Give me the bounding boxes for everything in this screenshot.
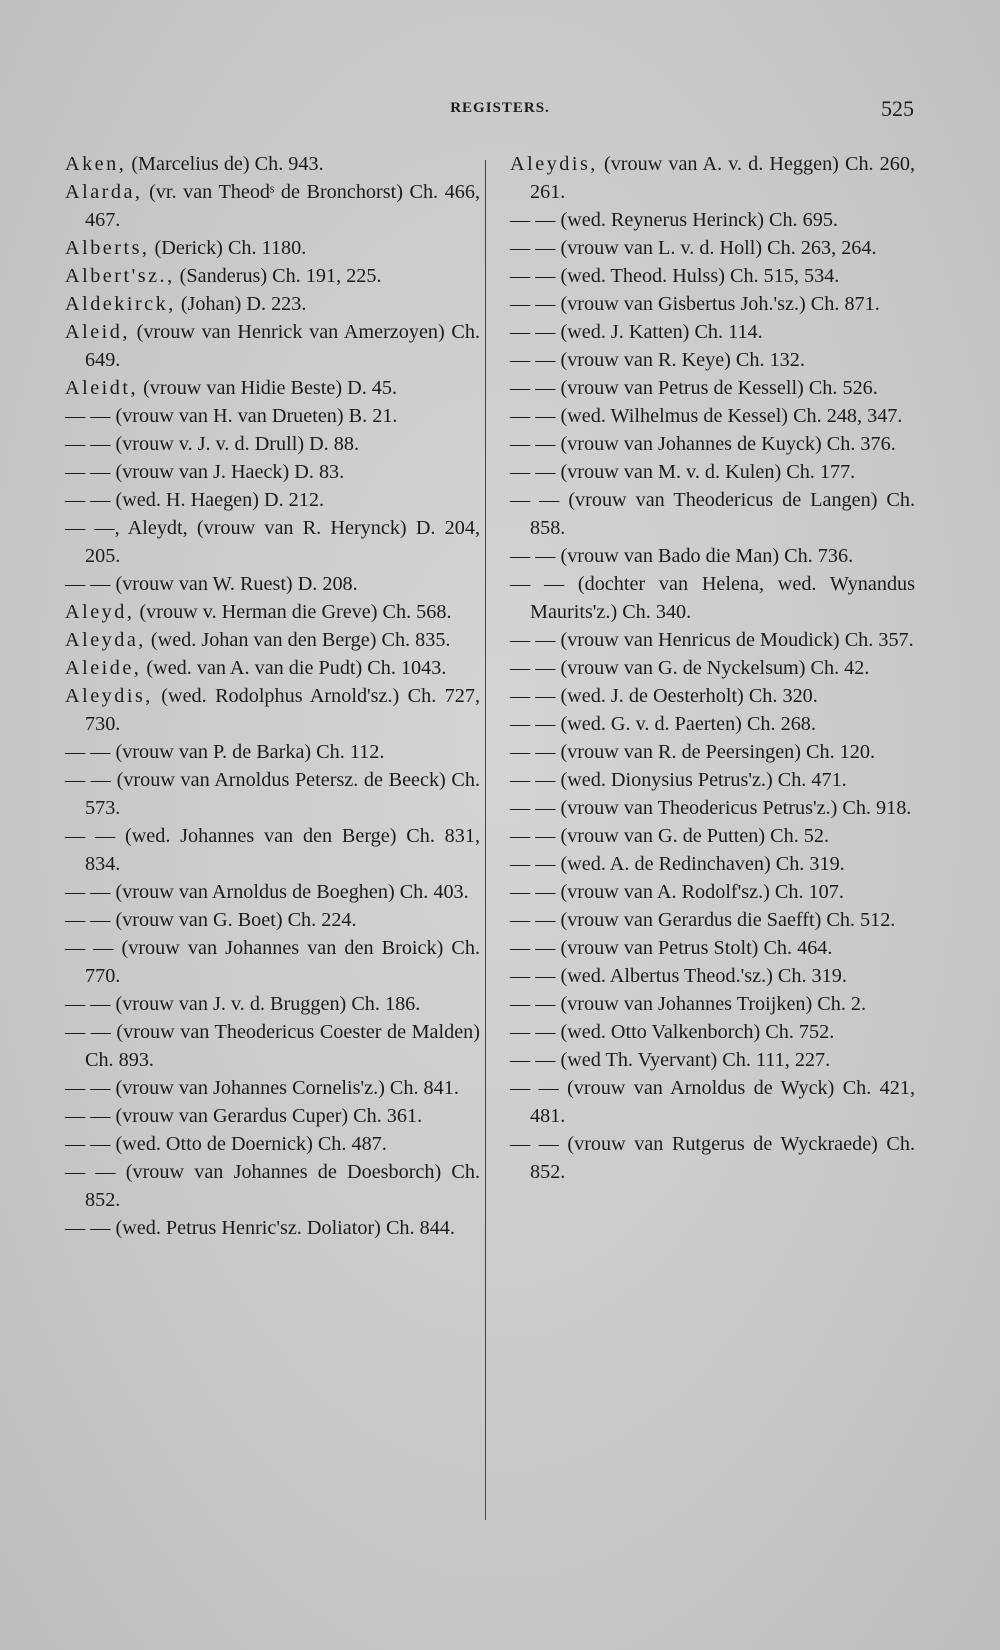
entry-text: — — (vrouw van G. Boet) Ch. 224. <box>65 909 357 931</box>
register-entry <box>510 654 915 682</box>
running-header: REGISTERS. <box>450 100 550 116</box>
entry-text: — — (vrouw van J. Haeck) D. 83. <box>65 461 345 483</box>
register-entry <box>65 934 480 990</box>
entry-text: (vrouw van Hidie Beste) D. 45. <box>143 377 398 399</box>
entry-text: — — (vrouw van Arnoldus Petersz. de Beeck) Ch. 573. <box>65 769 480 819</box>
register-entry <box>65 234 480 262</box>
entry-text: — — (vrouw van Theodericus Coester de Malden) Ch. 893. <box>65 1021 480 1071</box>
entry-text: — — (vrouw van G. de Putten) Ch. 52. <box>510 825 830 847</box>
entry-text: — — (vrouw van Gerardus Cuper) Ch. 361. <box>65 1105 423 1127</box>
register-entry <box>510 934 915 962</box>
entry-text: — — (vrouw v. J. v. d. Drull) D. 88. <box>65 433 359 455</box>
entry-text: — —, Aleydt, (vrouw van R. Herynck) D. 204, 205. <box>65 517 480 567</box>
register-entry <box>65 682 480 738</box>
register-entry <box>510 822 915 850</box>
left-column <box>65 150 480 1242</box>
register-entry <box>65 570 480 598</box>
entry-text: (wed. van A. van die Pudt) Ch. 1043. <box>146 657 447 679</box>
register-entry <box>510 710 915 738</box>
entry-text: (Derick) Ch. 1180. <box>154 237 307 259</box>
entry-text: — — (wed. Albertus Theod.'sz.) Ch. 319. <box>510 965 847 987</box>
entry-name: Aken, <box>65 153 127 175</box>
entry-text: — — (wed. J. de Oesterholt) Ch. 320. <box>510 685 818 707</box>
entry-text: — — (vrouw van Arnoldus de Wyck) Ch. 421, 481. <box>510 1077 915 1127</box>
entry-text: — — (wed. A. de Redinchaven) Ch. 319. <box>510 853 845 875</box>
entry-text: — — (vrouw van H. van Drueten) B. 21. <box>65 405 398 427</box>
entry-text: (wed. Johan van den Berge) Ch. 835. <box>150 629 451 651</box>
register-entry <box>65 990 480 1018</box>
register-entry <box>65 402 480 430</box>
register-entry <box>510 374 915 402</box>
register-entry <box>510 990 915 1018</box>
entry-text: — — (wed. J. Katten) Ch. 114. <box>510 321 763 343</box>
register-entry <box>65 514 480 570</box>
register-entry <box>65 486 480 514</box>
register-entry <box>65 1074 480 1102</box>
entry-text: — — (vrouw van Gisbertus Joh.'sz.) Ch. 871. <box>510 293 880 315</box>
register-entry <box>510 850 915 878</box>
entry-text: — — (wed. Wilhelmus de Kessel) Ch. 248, 347. <box>510 405 903 427</box>
entry-text: — — (wed. Otto de Doernick) Ch. 487. <box>65 1133 387 1155</box>
entry-text: — — (vrouw van Johannes de Kuyck) Ch. 376. <box>510 433 896 455</box>
register-entry <box>65 598 480 626</box>
register-entry <box>65 878 480 906</box>
register-entry <box>510 570 915 626</box>
entry-text: — — (vrouw van J. v. d. Bruggen) Ch. 186. <box>65 993 421 1015</box>
register-entry <box>510 346 915 374</box>
register-entry <box>510 738 915 766</box>
entry-text: — — (vrouw van Henricus de Moudick) Ch. 357. <box>510 629 914 651</box>
entry-text: — — (vrouw van Bado die Man) Ch. 736. <box>510 545 854 567</box>
entry-text: (Johan) D. 223. <box>180 293 307 315</box>
entry-name: Alberts, <box>65 237 150 259</box>
register-entry <box>65 1102 480 1130</box>
register-entry <box>510 1046 915 1074</box>
entry-text: — — (vrouw van Theodericus de Langen) Ch. 858. <box>510 489 915 539</box>
register-entry <box>65 822 480 878</box>
entry-name: Aleyd, <box>65 601 135 623</box>
entry-text: (vr. van Theodˢ de Bronchorst) Ch. 466, 467. <box>85 181 480 231</box>
register-entry <box>510 682 915 710</box>
entry-text: — — (vrouw van L. v. d. Holl) Ch. 263, 264. <box>510 237 877 259</box>
register-entry <box>510 906 915 934</box>
entry-text: — — (vrouw van Rutgerus de Wyckraede) Ch. 852. <box>510 1133 915 1183</box>
register-entry <box>510 1074 915 1130</box>
register-entry <box>65 1130 480 1158</box>
entry-text: — — (wed. G. v. d. Paerten) Ch. 268. <box>510 713 816 735</box>
register-entry <box>65 1214 480 1242</box>
register-entry <box>510 1130 915 1186</box>
register-entry <box>510 150 915 206</box>
entry-text: — — (vrouw van M. v. d. Kulen) Ch. 177. <box>510 461 856 483</box>
register-entry <box>65 150 480 178</box>
entry-text: — — (vrouw van Johannes van den Broick) Ch. 770. <box>65 937 480 987</box>
page-number: 525 <box>881 96 914 121</box>
entry-text: — — (vrouw van A. Rodolf'sz.) Ch. 107. <box>510 881 844 903</box>
right-column <box>510 150 915 1186</box>
register-entry <box>65 1018 480 1074</box>
entry-text: (vrouw van Henrick van Amerzoyen) Ch. 649. <box>85 321 481 371</box>
register-entry <box>510 290 915 318</box>
entry-name: Aleidt, <box>65 377 139 399</box>
register-entry <box>65 626 480 654</box>
entry-text: (Sanderus) Ch. 191, 225. <box>179 265 382 287</box>
entry-text: — — (vrouw van W. Ruest) D. 208. <box>65 573 358 595</box>
entry-text: — — (wed. Johannes van den Berge) Ch. 831, 834. <box>65 825 480 875</box>
entry-text: — — (vrouw van P. de Barka) Ch. 112. <box>65 741 385 763</box>
entry-text: — — (wed. Reynerus Herinck) Ch. 695. <box>510 209 838 231</box>
entry-name: Alarda, <box>65 181 143 203</box>
entry-text: — — (vrouw van Petrus de Kessell) Ch. 526. <box>510 377 878 399</box>
register-entry <box>65 458 480 486</box>
register-entry <box>65 178 480 234</box>
register-entry <box>510 962 915 990</box>
register-entry <box>510 206 915 234</box>
register-entry <box>510 626 915 654</box>
register-entry <box>510 234 915 262</box>
register-entry <box>65 374 480 402</box>
entry-text: — — (wed. Theod. Hulss) Ch. 515, 534. <box>510 265 840 287</box>
entry-name: Albert'sz., <box>65 265 175 287</box>
register-entry <box>510 458 915 486</box>
entry-text: — — (wed. Otto Valkenborch) Ch. 752. <box>510 1021 835 1043</box>
entry-text: — — (vrouw van G. de Nyckelsum) Ch. 42. <box>510 657 870 679</box>
entry-text: — — (vrouw van Theodericus Petrus'z.) Ch. 918. <box>510 797 912 819</box>
entry-text: — — (wed. Dionysius Petrus'z.) Ch. 471. <box>510 769 847 791</box>
column-divider <box>485 160 486 1520</box>
register-entry <box>65 1158 480 1214</box>
register-entry <box>510 878 915 906</box>
register-entry <box>65 318 480 374</box>
register-entry <box>510 430 915 458</box>
entry-name: Aleid, <box>65 321 130 343</box>
register-entry <box>510 486 915 542</box>
entry-text: — — (vrouw van Arnoldus de Boeghen) Ch. 403. <box>65 881 469 903</box>
entry-text: — — (vrouw van Johannes de Doesborch) Ch. 852. <box>65 1161 480 1211</box>
register-entry <box>65 738 480 766</box>
entry-text: — — (wed. Petrus Henric'sz. Doliator) Ch. 844. <box>65 1217 455 1239</box>
entry-name: Aldekirck, <box>65 293 176 315</box>
register-entry <box>65 430 480 458</box>
entry-name: Aleyda, <box>65 629 146 651</box>
entry-text: — — (vrouw van R. de Peersingen) Ch. 120. <box>510 741 876 763</box>
register-entry <box>65 654 480 682</box>
entry-name: Aleide, <box>65 657 142 679</box>
register-entry <box>510 794 915 822</box>
entry-text: (vrouw van A. v. d. Heggen) Ch. 260, 261. <box>530 153 916 203</box>
entry-name: Aleydis, <box>510 153 598 175</box>
entry-text: — — (vrouw van Gerardus die Saefft) Ch. 512. <box>510 909 896 931</box>
entry-text: — — (dochter van Helena, wed. Wynandus Maurits'z.) Ch. 340. <box>510 573 915 623</box>
entry-text: — — (vrouw van Johannes Troijken) Ch. 2. <box>510 993 867 1015</box>
register-entry <box>510 1018 915 1046</box>
entry-text: — — (vrouw van Johannes Cornelis'z.) Ch. 841. <box>65 1077 459 1099</box>
register-entry <box>65 290 480 318</box>
entry-text: — — (wed Th. Vyervant) Ch. 111, 227. <box>510 1049 831 1071</box>
entry-text: — — (vrouw van R. Keye) Ch. 132. <box>510 349 805 371</box>
register-entry <box>510 402 915 430</box>
register-entry <box>65 906 480 934</box>
register-entry <box>510 542 915 570</box>
register-entry <box>65 766 480 822</box>
register-entry <box>65 262 480 290</box>
register-entry <box>510 766 915 794</box>
entry-text: (wed. Rodolphus Arnold'sz.) Ch. 727, 730. <box>85 685 480 735</box>
entry-text: (vrouw v. Herman die Greve) Ch. 568. <box>139 601 452 623</box>
register-entry <box>510 318 915 346</box>
entry-name: Aleydis, <box>65 685 153 707</box>
register-entry <box>510 262 915 290</box>
entry-text: (Marcelius de) Ch. 943. <box>131 153 324 175</box>
entry-text: — — (vrouw van Petrus Stolt) Ch. 464. <box>510 937 833 959</box>
entry-text: — — (wed. H. Haegen) D. 212. <box>65 489 325 511</box>
